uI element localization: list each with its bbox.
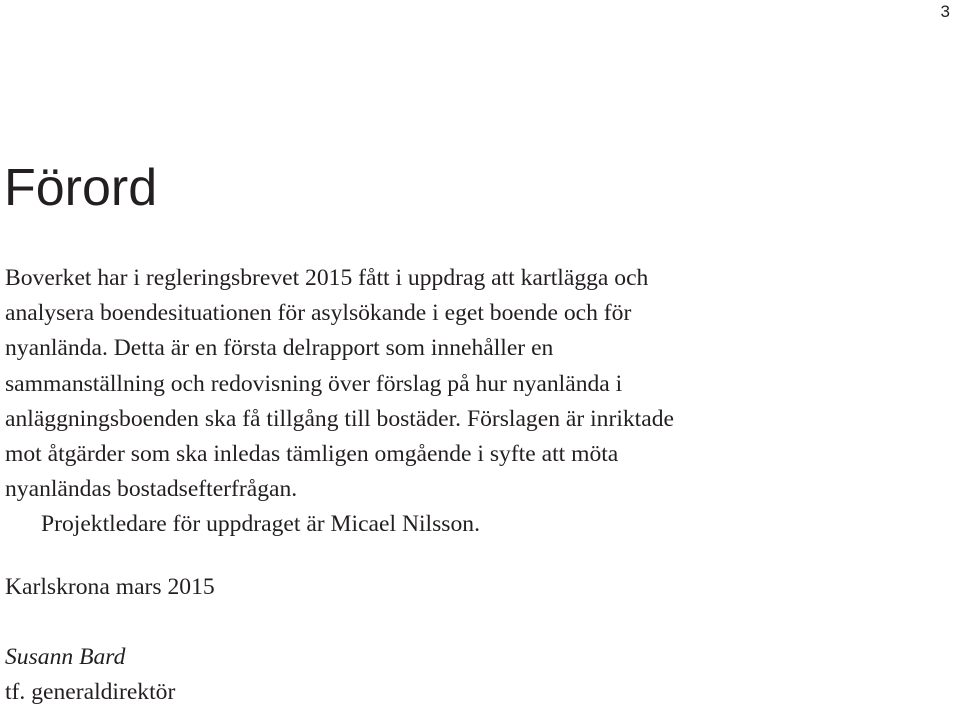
place-and-date: Karlskrona mars 2015	[5, 574, 215, 600]
signer-title: tf. generaldirektör	[5, 679, 176, 705]
page-title: Förord	[4, 159, 158, 217]
body-line: anläggningsboenden ska få tillgång till bostäder. Förslagen är inriktade	[5, 405, 674, 432]
body-line: nyanländas bostadsefterfrågan.	[5, 476, 298, 503]
body-line: analysera boendesituationen för asylsökande i eget boende och för	[5, 300, 632, 327]
body-line: Boverket har i regleringsbrevet 2015 fått i uppdrag att kartlägga och	[5, 265, 649, 291]
foreword-body	[5, 261, 950, 543]
body-line: sammanställning och redovisning över förslag på hur nyanlända i	[5, 370, 623, 397]
body-line: mot åtgärder som ska inledas tämligen omgående i syfte att möta	[5, 441, 619, 468]
signer-name: Susann Bard	[5, 644, 126, 670]
page-number: 3	[940, 2, 950, 21]
body-line: nyanlända. Detta är en första delrapport som innehåller en	[5, 335, 554, 362]
project-lead-paragraph: Projektledare för uppdraget är Micael Nilsson.	[41, 511, 480, 538]
